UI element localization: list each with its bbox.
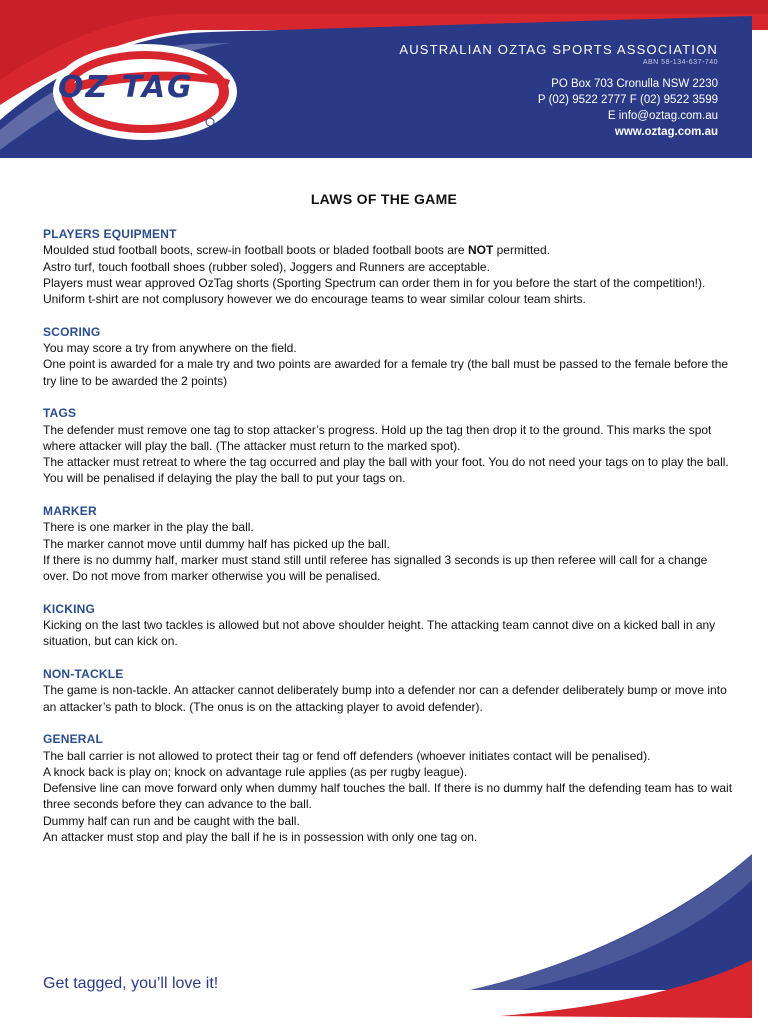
section-line: An attacker must stop and play the ball if he is in possession with only one tag on. bbox=[43, 829, 478, 844]
footer-swoosh bbox=[0, 840, 768, 1024]
section-marker bbox=[43, 503, 733, 584]
section-line: You will be penalised if delaying the play the ball to put your tags on. bbox=[43, 471, 406, 486]
section-line: Dummy half can run and be caught with the ball. bbox=[43, 813, 300, 828]
org-phone-fax: P (02) 9522 2777 F (02) 9522 3599 bbox=[537, 94, 718, 106]
laws-content bbox=[43, 226, 733, 862]
section-line: Moulded stud football boots, screw-in football boots or bladed football boots are NOT permitted. bbox=[43, 243, 550, 258]
document-title: LAWS OF THE GAME bbox=[310, 191, 458, 207]
section-line: If there is no dummy half, marker must stand still until referee has signalled 3 seconds is up then referee will call for a change over. Do not move from marker otherwise you will be penalised. bbox=[43, 552, 708, 584]
section-line: The marker cannot move until dummy half has picked up the ball. bbox=[43, 536, 390, 551]
org-abn: ABN 58-134-637-740 bbox=[642, 59, 718, 66]
section-heading: GENERAL bbox=[43, 732, 104, 747]
section-line: The defender must remove one tag to stop attacker’s progress. Hold up the tag then drop it to the ground. This marks the spot where attacker will play the ball. (The attacker must return to the marked spot). bbox=[43, 422, 712, 453]
section-scoring bbox=[43, 324, 733, 389]
section-line: There is one marker in the play the ball. bbox=[43, 520, 254, 535]
section-line: Uniform t-shirt are not complusory however we do encourage teams to wear similar colour team shirts. bbox=[43, 292, 586, 307]
section-kicking bbox=[43, 601, 733, 650]
section-heading: KICKING bbox=[43, 601, 96, 616]
section-line: You may score a try from anywhere on the field. bbox=[43, 341, 297, 356]
section-line: Defensive line can move forward only when dummy half touches the ball. If there is no dummy half the defending team has to wait three seconds before they can advance to the ball. bbox=[43, 781, 733, 812]
logo-wordmark: OZ TAG bbox=[58, 70, 194, 105]
org-email[interactable]: E info@oztag.com.au bbox=[607, 110, 718, 122]
section-tags bbox=[43, 405, 733, 486]
section-line: Astro turf, touch football shoes (rubber soled), Joggers and Runners are acceptable. bbox=[43, 259, 490, 274]
org-website[interactable]: www.oztag.com.au bbox=[614, 126, 718, 138]
section-heading: PLAYERS EQUIPMENT bbox=[43, 227, 177, 241]
section-heading: MARKER bbox=[43, 504, 97, 519]
organisation-details bbox=[399, 42, 718, 140]
section-line: The game is non-tackle. An attacker cannot deliberately bump into a defender nor can a defender deliberately bump or move into an attacker’s path to block. (The onus is on the attacking player to avoid defender). bbox=[43, 683, 727, 714]
section-line: One point is awarded for a male try and two points are awarded for a female try (the ball must be passed to the female before the try line to be awarded the 2 points) bbox=[43, 357, 729, 388]
section-heading: SCORING bbox=[43, 324, 101, 339]
org-address: PO Box 703 Cronulla NSW 2230 bbox=[551, 78, 718, 90]
footer-tagline: Get tagged, you’ll love it! bbox=[43, 975, 219, 992]
section-line: The ball carrier is not allowed to protect their tag or fend off defenders (whoever initiates contact will be penalised). bbox=[43, 748, 651, 763]
section-line: A knock back is play on; knock on advantage rule applies (as per rugby league). bbox=[43, 764, 468, 779]
section-heading: NON-TACKLE bbox=[43, 667, 124, 682]
section-line: The attacker must retreat to where the tag occurred and play the ball with your foot. You do not need your tags on to play the ball. bbox=[43, 455, 729, 470]
section-line: Kicking on the last two tackles is allowed but not above shoulder height. The attacking team cannot dive on a kicked ball in any situation, but can kick on. bbox=[43, 618, 716, 649]
section-general bbox=[43, 731, 733, 845]
section-line: Players must wear approved OzTag shorts (Sporting Spectrum can order them in for you before the start of the competition!). bbox=[43, 275, 706, 290]
section-non-tackle bbox=[43, 666, 733, 715]
org-name: AUSTRALIAN OZTAG SPORTS ASSOCIATION bbox=[399, 42, 718, 57]
section-players-equipment bbox=[43, 226, 733, 307]
section-heading: TAGS bbox=[43, 406, 77, 421]
